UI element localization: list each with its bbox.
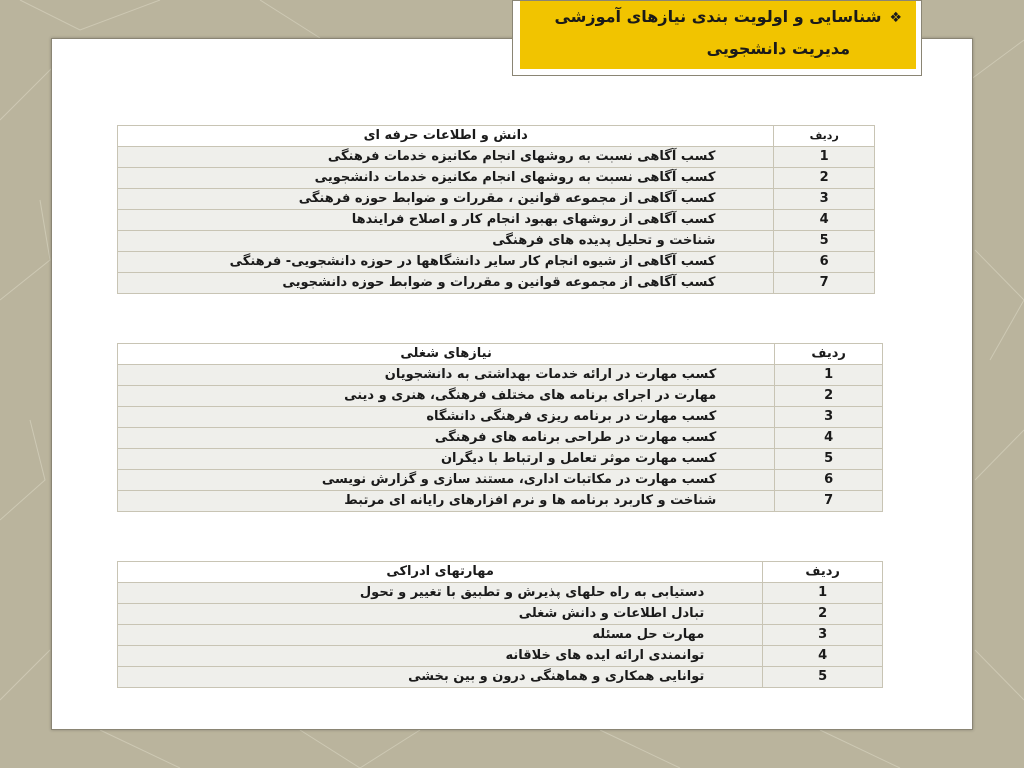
row-number: 4 (775, 428, 883, 449)
row-number: 4 (763, 646, 883, 667)
table-row (118, 168, 875, 189)
table-row (118, 231, 875, 252)
table-header-row (118, 126, 875, 147)
title-text: شناسایی و اولویت بندی نیازهای آموزشی (554, 7, 882, 26)
table-row (118, 449, 883, 470)
row-number: 7 (775, 491, 883, 512)
row-text: توانایی همکاری و هماهنگی درون و بین بخشی (118, 667, 763, 688)
row-text: کسب آگاهی از مجموعه قوانین ، مقررات و ضوابط حوزه فرهنگی (118, 189, 774, 210)
row-number: 2 (775, 386, 883, 407)
row-text: کسب مهارت موثر تعامل و ارتباط با دیگران (118, 449, 775, 470)
table-row (118, 646, 883, 667)
table-row (118, 604, 883, 625)
table-header-row (118, 562, 883, 583)
row-text: کسب مهارت در ارائه خدمات بهداشتی به دانشجویان (118, 365, 775, 386)
table-row (118, 407, 883, 428)
row-text: کسب مهارت در مکاتبات اداری، مستند سازی و گزارش نویسی (118, 470, 775, 491)
table-row (118, 147, 875, 168)
row-text: کسب آگاهی از روشهای بهبود انجام کار و اصلاح فرایندها (118, 210, 774, 231)
row-number: 1 (775, 365, 883, 386)
row-text: کسب آگاهی نسبت به روشهای انجام مکانیزه خدمات دانشجویی (118, 168, 774, 189)
diamond-bullet-icon: ❖ (889, 10, 902, 26)
row-number: 5 (763, 667, 883, 688)
column-label: ردیف (763, 562, 883, 583)
table-header: دانش و اطلاعات حرفه ای (118, 126, 774, 147)
table-header: نیازهای شغلی (118, 344, 775, 365)
row-number: 3 (775, 407, 883, 428)
row-number: 2 (774, 168, 875, 189)
table-row (118, 386, 883, 407)
column-label: ردیف (774, 126, 875, 147)
table-row (118, 491, 883, 512)
row-number: 5 (774, 231, 875, 252)
table-row (118, 667, 883, 688)
title-banner (520, 1, 916, 69)
table-row (118, 252, 875, 273)
row-text: توانمندی ارائه ایده های خلاقانه (118, 646, 763, 667)
row-text: شناخت و تحلیل پدیده های فرهنگی (118, 231, 774, 252)
table-row (118, 273, 875, 294)
table-header-row (118, 344, 883, 365)
row-number: 5 (775, 449, 883, 470)
table-professional-knowledge (117, 125, 875, 294)
row-number: 4 (774, 210, 875, 231)
table-row (118, 428, 883, 449)
row-text: مهارت در اجرای برنامه های مختلف فرهنگی، هنری و دینی (118, 386, 775, 407)
table-row (118, 365, 883, 386)
row-text: کسب مهارت در برنامه ریزی فرهنگی دانشگاه (118, 407, 775, 428)
row-text: کسب آگاهی نسبت به روشهای انجام مکانیزه خدمات فرهنگی (118, 147, 774, 168)
column-label: ردیف (775, 344, 883, 365)
title-line-1 (554, 7, 902, 26)
title-line-2: مدیریت دانشجویی (706, 39, 850, 58)
row-number: 1 (774, 147, 875, 168)
row-text: کسب مهارت در طراحی برنامه های فرهنگی (118, 428, 775, 449)
row-text: کسب آگاهی از شیوه انجام کار سایر دانشگاهها در حوزه دانشجویی- فرهنگی (118, 252, 774, 273)
row-text: شناخت و کاربرد برنامه ها و نرم افزارهای رایانه ای مرتبط (118, 491, 775, 512)
row-number: 1 (763, 583, 883, 604)
table-row (118, 470, 883, 491)
row-number: 6 (775, 470, 883, 491)
row-number: 7 (774, 273, 875, 294)
table-perceptual-skills (117, 561, 883, 688)
row-text: مهارت حل مسئله (118, 625, 763, 646)
row-number: 3 (774, 189, 875, 210)
table-row (118, 189, 875, 210)
row-number: 3 (763, 625, 883, 646)
title-box (512, 0, 922, 76)
table-row (118, 625, 883, 646)
table-job-needs (117, 343, 883, 512)
row-text: کسب آگاهی از مجموعه قوانین و مقررات و ضوابط حوزه دانشجویی (118, 273, 774, 294)
row-text: دستیابی به راه حلهای پذیرش و تطبیق با تغییر و تحول (118, 583, 763, 604)
table-header: مهارتهای ادراکی (118, 562, 763, 583)
row-number: 2 (763, 604, 883, 625)
table-row (118, 583, 883, 604)
row-number: 6 (774, 252, 875, 273)
table-row (118, 210, 875, 231)
row-text: تبادل اطلاعات و دانش شغلی (118, 604, 763, 625)
